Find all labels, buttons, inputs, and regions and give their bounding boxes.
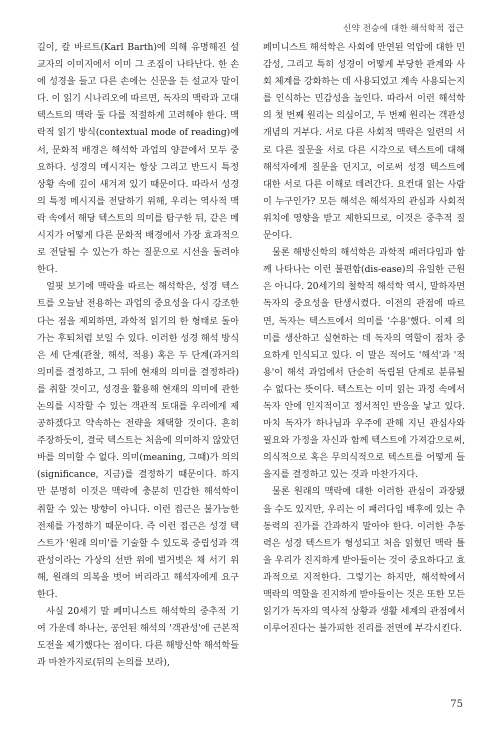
paragraph: 얼핏 보기에 맥락을 따르는 해석학은, 성경 텍스트를 오늘날 전용하는 과업의 중요성을 다시 강조한다는 점을 제외하면, 과학적 읽기의 한 형태로 돌아가는 후퇴처럼 보일 수 있다. 이러한 성경 해석 방식은 세 단계(관찰, 해석, 적용) 혹은 두 단계(과거의 의미를 결정하고, 그 뒤에 현재의 의미를 결정하라)를 취할 것이고, 성경을 활용해 현재의 의미에 관한 논의를 시작할 수 있는 객관적 토대를 우리에게 제공하겠다고 약속하는 전략을 채택할 것이다. 흔히 주장하듯이, 결국 텍스트는 처음에 의미하지 않았던 바를 의미할 수 없다. 의미(meaning, 그때)가 의의(significance, 지금)를 결정하기 때문이다. 하지만 분명히 이것은 맥락에 충분히 민감한 해석학이 취할 수 있는 방향이 아니다. 이런 접근은 불가능한 전제를 가정하기 때문이다. 즉 이런 접근은 성경 텍스트가 '원래 의미'를 기술할 수 있도록 중립성과 객관성이라는 가상의 선반 위에 벌거벗은 채 서기 위해, 원래의 의복을 벗어 버리라고 해석자에게 요구한다. bbox=[37, 282, 239, 600]
paragraph: 물론 원래의 맥락에 대한 이러한 관심이 과장됐을 수도 있지만, 우리는 이 패러다임 배후에 있는 추동력의 진가를 간과하지 말아야 한다. 이러한 추동력은 성경 텍스트가 형성되고 처음 읽혔던 맥락 틀을 우리가 진지하게 받아들이는 것이 중요하다고 효과적으로 지적한다. 그렇기는 하지만, 해석학에서 맥락의 역할을 진지하게 받아들이는 것은 또한 모든 읽기가 독자의 역사적 상황과 생활 세계의 관점에서 이루어진다는 불가피한 진리를 전면에 부각시킨다. bbox=[263, 487, 465, 635]
page-number: 75 bbox=[450, 699, 463, 710]
paragraph: 사실 20세기 말 페미니스트 해석학의 중추적 기여 가운데 하나는, 공언된 해석의 '객관성'에 근본적 도전을 제기했다는 점이다. 다른 해방신학 해석학들과 마찬가지로(뒤의 논의를 보라), bbox=[37, 607, 239, 669]
paragraph: 물론 해방신학의 해석학은 과학적 패러다임과 함께 나타나는 이런 불편함(dis-ease)의 유일한 근원은 아니다. 20세기의 철학적 해석학 역시, 말하자면 독자의 중요성을 탄생시켰다. 이전의 관점에 따르면, 독자는 텍스트에서 의미를 '수용'했다. 이제 의미를 생산하고 실현하는 데 독자의 역할이 점차 중요하게 인식되고 있다. 이 말은 적어도 '해석'과 '적용'이 해석 과업에서 단순히 독립된 단계로 분류될 수 없다는 뜻이다. 텍스트는 이미 읽는 과정 속에서 독자 안에 인지적이고 정서적인 반응을 낳고 있다. 마치 독자가 하나님과 우주에 관해 지닌 관심사와 필요와 가정을 자신과 함께 텍스트에 가져감으로써, 의식적으로 혹은 무의식적으로 텍스트를 어떻게 들을지를 결정하고 있는 것과 마찬가지다. bbox=[263, 248, 465, 481]
running-head: 신약 전승에 대한 해석학적 접근 bbox=[343, 24, 464, 34]
paragraph: 페미니스트 해석학은 사회에 만연된 억압에 대한 민감성, 그리고 특히 성경이 어떻게 부당한 관계와 사회 체계를 강화하는 데 사용되었고 계속 사용되는지를 인식하는 민감성을 높인다. 따라서 이런 해석학의 첫 번째 원리는 의심이고, 두 번째 원리는 객관성 개념의 거부다. 서로 다른 사회적 맥락은 일련의 서로 다른 질문을 서로 다른 시각으로 텍스트에 대해 해석자에게 질문을 던지고, 이로써 성경 텍스트에 대한 서로 다른 이해로 데려간다. 요컨대 읽는 사람이 누구인가? 모든 해석은 해석자의 관심과 사회적 위치에 영향을 받고 제한되므로, 이것은 중추적 질문이다. bbox=[263, 43, 465, 242]
body-text-columns bbox=[37, 40, 465, 672]
right-column bbox=[263, 40, 465, 672]
left-column bbox=[37, 40, 239, 672]
paragraph: 길이, 칼 바르트(Karl Barth)에 의해 유명해진 설교자의 이미지에서 이미 그 조짐이 나타난다. 한 손에 성경을 들고 다른 손에는 신문을 든 설교자 말이다. 이 읽기 시나리오에 따르면, 독자의 맥락과 고대 텍스트의 맥락 둘 다를 적절하게 고려해야 한다. 맥락적 읽기 방식(contextual mode of reading)에서, 문화적 배경은 해석학 과업의 양끝에서 모두 중요하다. 성경의 메시지는 항상 그리고 반드시 특정 상황 속에 깊이 새겨져 있기 때문이다. 따라서 성경의 특정 메시지를 전달하기 위해, 우리는 역사적 맥락 속에서 해당 텍스트의 의미를 탐구한 뒤, 같은 메시지가 어떻게 다른 문화적 배경에서 가장 효과적으로 전달될 수 있는가 하는 질문으로 시선을 돌려야 한다. bbox=[37, 43, 239, 276]
